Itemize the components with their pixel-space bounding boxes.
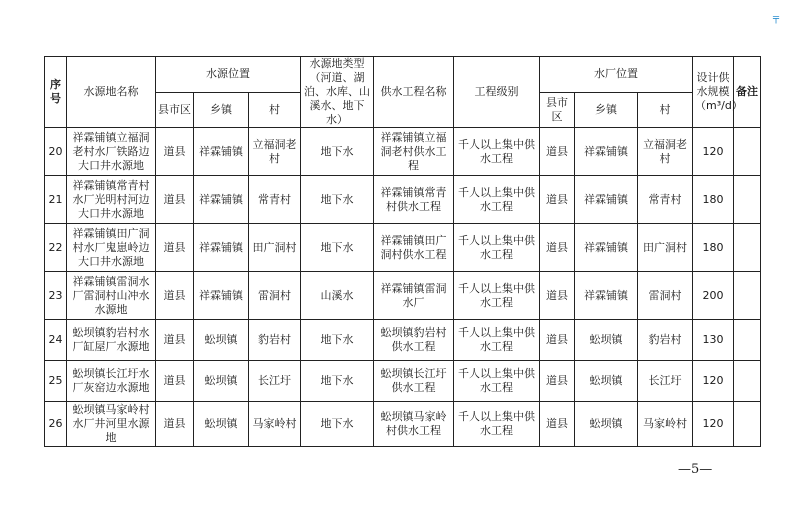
cell-project-level: 千人以上集中供水工程 xyxy=(454,402,540,447)
cell-town: 祥霖铺镇 xyxy=(194,176,249,224)
cell-project-level: 千人以上集中供水工程 xyxy=(454,224,540,272)
table-row xyxy=(45,128,761,176)
header-capacity: 设计供水规模（m³/d） xyxy=(693,57,734,128)
header-source-location: 水源位置 xyxy=(156,57,301,93)
cell-seq: 21 xyxy=(45,176,67,224)
cell-seq: 20 xyxy=(45,128,67,176)
table-row xyxy=(45,272,761,320)
header-source-name: 水源地名称 xyxy=(67,57,156,128)
cell-plant-town: 蚣坝镇 xyxy=(575,361,638,402)
cell-capacity: 130 xyxy=(693,320,734,361)
cell-plant-town: 祥霖铺镇 xyxy=(575,224,638,272)
cell-plant-county: 道县 xyxy=(540,224,575,272)
corner-mark: ╤ xyxy=(773,13,780,24)
cell-source-type: 地下水 xyxy=(301,361,374,402)
cell-plant-village: 田广洞村 xyxy=(638,224,693,272)
cell-town: 祥霖铺镇 xyxy=(194,224,249,272)
table-row xyxy=(45,361,761,402)
cell-source-type: 地下水 xyxy=(301,402,374,447)
cell-town: 蚣坝镇 xyxy=(194,320,249,361)
cell-plant-county: 道县 xyxy=(540,402,575,447)
water-source-table xyxy=(44,56,761,447)
cell-project-level: 千人以上集中供水工程 xyxy=(454,128,540,176)
cell-source-type: 山溪水 xyxy=(301,272,374,320)
cell-project-level: 千人以上集中供水工程 xyxy=(454,361,540,402)
cell-village: 常青村 xyxy=(249,176,301,224)
cell-seq: 25 xyxy=(45,361,67,402)
header-plant-village: 村 xyxy=(638,92,693,128)
cell-seq: 23 xyxy=(45,272,67,320)
header-county: 县市区 xyxy=(156,92,194,128)
cell-county: 道县 xyxy=(156,320,194,361)
cell-plant-county: 道县 xyxy=(540,320,575,361)
cell-source-name: 蚣坝镇马家岭村水厂井河里水源地 xyxy=(67,402,156,447)
cell-county: 道县 xyxy=(156,272,194,320)
cell-project-name: 蚣坝镇马家岭村供水工程 xyxy=(374,402,454,447)
header-remark: 备注 xyxy=(734,57,761,128)
cell-plant-town: 祥霖铺镇 xyxy=(575,128,638,176)
cell-capacity: 120 xyxy=(693,361,734,402)
cell-town: 蚣坝镇 xyxy=(194,361,249,402)
header-village: 村 xyxy=(249,92,301,128)
cell-remark xyxy=(734,402,761,447)
cell-remark xyxy=(734,361,761,402)
cell-town: 蚣坝镇 xyxy=(194,402,249,447)
header-project-name: 供水工程名称 xyxy=(374,57,454,128)
cell-county: 道县 xyxy=(156,361,194,402)
cell-source-name: 祥霖铺镇常青村水厂光明村河边大口井水源地 xyxy=(67,176,156,224)
cell-remark xyxy=(734,176,761,224)
cell-plant-village: 马家岭村 xyxy=(638,402,693,447)
cell-source-name: 蚣坝镇长江圩水厂灰窑边水源地 xyxy=(67,361,156,402)
cell-plant-village: 雷洞村 xyxy=(638,272,693,320)
cell-project-name: 祥霖铺镇田广洞村供水工程 xyxy=(374,224,454,272)
cell-plant-village: 立福洞老村 xyxy=(638,128,693,176)
cell-capacity: 180 xyxy=(693,176,734,224)
cell-project-name: 蚣坝镇长江圩供水工程 xyxy=(374,361,454,402)
cell-plant-town: 蚣坝镇 xyxy=(575,320,638,361)
cell-village: 雷洞村 xyxy=(249,272,301,320)
cell-source-name: 祥霖铺镇立福洞老村水厂铁路边大口井水源地 xyxy=(67,128,156,176)
cell-village: 立福洞老村 xyxy=(249,128,301,176)
header-project-level: 工程级别 xyxy=(454,57,540,128)
cell-county: 道县 xyxy=(156,128,194,176)
cell-capacity: 120 xyxy=(693,128,734,176)
cell-project-name: 蚣坝镇豹岩村供水工程 xyxy=(374,320,454,361)
cell-project-level: 千人以上集中供水工程 xyxy=(454,272,540,320)
cell-plant-village: 常青村 xyxy=(638,176,693,224)
cell-capacity: 200 xyxy=(693,272,734,320)
cell-plant-town: 蚣坝镇 xyxy=(575,402,638,447)
cell-project-name: 祥霖铺镇常青村供水工程 xyxy=(374,176,454,224)
table-row xyxy=(45,176,761,224)
cell-plant-village: 长江圩 xyxy=(638,361,693,402)
cell-village: 长江圩 xyxy=(249,361,301,402)
cell-source-type: 地下水 xyxy=(301,128,374,176)
header-plant-county: 县市区 xyxy=(540,92,575,128)
header-source-type: 水源地类型（河道、湖泊、水库、山溪水、地下水） xyxy=(301,57,374,128)
cell-project-name: 祥霖铺镇雷洞水厂 xyxy=(374,272,454,320)
header-plant-town: 乡镇 xyxy=(575,92,638,128)
cell-plant-county: 道县 xyxy=(540,176,575,224)
cell-county: 道县 xyxy=(156,176,194,224)
cell-seq: 22 xyxy=(45,224,67,272)
cell-source-type: 地下水 xyxy=(301,224,374,272)
cell-town: 祥霖铺镇 xyxy=(194,272,249,320)
cell-project-name: 祥霖铺镇立福洞老村供水工程 xyxy=(374,128,454,176)
cell-source-name: 蚣坝镇豹岩村水厂缸屋厂水源地 xyxy=(67,320,156,361)
cell-seq: 26 xyxy=(45,402,67,447)
header-plant-location: 水厂位置 xyxy=(540,57,693,93)
cell-source-name: 祥霖铺镇雷洞水厂雷洞村山冲水水源地 xyxy=(67,272,156,320)
cell-project-level: 千人以上集中供水工程 xyxy=(454,320,540,361)
table-row xyxy=(45,320,761,361)
cell-plant-county: 道县 xyxy=(540,361,575,402)
cell-plant-county: 道县 xyxy=(540,128,575,176)
cell-plant-county: 道县 xyxy=(540,272,575,320)
cell-plant-town: 祥霖铺镇 xyxy=(575,272,638,320)
cell-town: 祥霖铺镇 xyxy=(194,128,249,176)
cell-village: 田广洞村 xyxy=(249,224,301,272)
cell-source-name: 祥霖铺镇田广洞村水厂鬼崽岭边大口井水源地 xyxy=(67,224,156,272)
cell-village: 马家岭村 xyxy=(249,402,301,447)
cell-plant-village: 豹岩村 xyxy=(638,320,693,361)
page-number: —5— xyxy=(678,462,713,477)
cell-capacity: 120 xyxy=(693,402,734,447)
cell-remark xyxy=(734,272,761,320)
header-town: 乡镇 xyxy=(194,92,249,128)
cell-source-type: 地下水 xyxy=(301,320,374,361)
cell-county: 道县 xyxy=(156,402,194,447)
table-row xyxy=(45,402,761,447)
cell-seq: 24 xyxy=(45,320,67,361)
cell-village: 豹岩村 xyxy=(249,320,301,361)
cell-remark xyxy=(734,128,761,176)
cell-remark xyxy=(734,224,761,272)
table-row xyxy=(45,224,761,272)
cell-county: 道县 xyxy=(156,224,194,272)
cell-remark xyxy=(734,320,761,361)
cell-project-level: 千人以上集中供水工程 xyxy=(454,176,540,224)
cell-source-type: 地下水 xyxy=(301,176,374,224)
header-seq: 序号 xyxy=(45,57,67,128)
cell-capacity: 180 xyxy=(693,224,734,272)
cell-plant-town: 祥霖铺镇 xyxy=(575,176,638,224)
